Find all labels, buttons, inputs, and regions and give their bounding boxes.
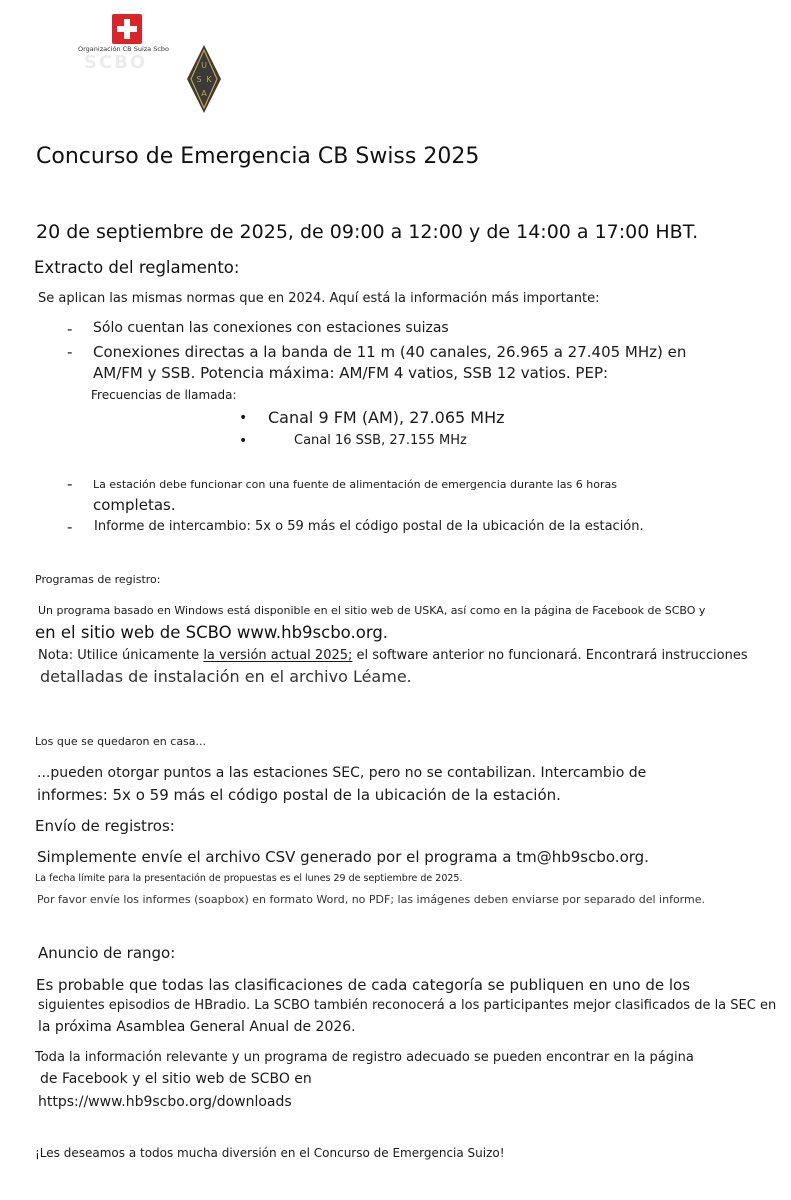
ranking-line2: siguientes episodios de HBradio. La SCBO también reconocerá a los participantes mejor clasificados de la SEC en	[38, 998, 777, 1013]
ranking-line3: la próxima Asamblea General Anual de 2026.	[38, 1019, 356, 1035]
submission-line1: Simplemente envíe el archivo CSV generado por el programa a tm@hb9scbo.org.	[37, 848, 649, 866]
programs-heading: Programas de registro:	[35, 573, 161, 586]
frequency-item-2: Canal 16 SSB, 27.155 MHz	[294, 433, 467, 448]
uska-letter: S	[196, 75, 202, 84]
note-suffix: el software anterior no funcionará. Encontrará instrucciones	[352, 648, 748, 663]
stay-home-heading: Los que se quedaron en casa...	[35, 735, 207, 748]
ranking-line1: Es probable que todas las clasificaciones de cada categoría se publiquen en uno de los	[36, 976, 691, 994]
list-dash: -	[67, 518, 73, 536]
uska-letter: K	[206, 75, 212, 84]
ranking-heading: Anuncio de rango:	[38, 944, 176, 962]
date-line: 20 de septiembre de 2025, de 09:00 a 12:00 y de 14:00 a 17:00 HBT.	[36, 221, 699, 243]
rule-item-2-line1: Conexiones directas a la banda de 11 m (40 canales, 26.965 a 27.405 MHz) en	[93, 343, 687, 361]
info-line1: Toda la información relevante y un programa de registro adecuado se pueden encontrar en la página	[35, 1050, 694, 1065]
submission-heading: Envío de registros:	[35, 817, 175, 835]
frequencies-heading: Frecuencias de llamada:	[91, 388, 237, 402]
rule-item-4: Informe de intercambio: 5x o 59 más el código postal de la ubicación de la estación.	[94, 519, 644, 534]
frequency-item-1: Canal 9 FM (AM), 27.065 MHz	[268, 408, 505, 427]
uska-diamond-logo-icon	[186, 44, 222, 114]
rule-item-3-line2: completas.	[93, 496, 176, 514]
swiss-cross-icon	[112, 14, 142, 44]
rule-item-1: Sólo cuentan las conexiones con estaciones suizas	[93, 320, 449, 336]
page-title: Concurso de Emergencia CB Swiss 2025	[36, 144, 480, 169]
uska-letter: A	[201, 89, 207, 98]
submission-deadline: La fecha límite para la presentación de propuestas es el lunes 29 de septiembre de 2025.	[35, 873, 463, 884]
closing-message: ¡Les deseamos a todos mucha diversión en el Concurso de Emergencia Suizo!	[35, 1146, 505, 1160]
rule-item-3-line1: La estación debe funcionar con una fuente de alimentación de emergencia durante las 6 horas	[93, 478, 617, 491]
logo-ghost-text-icon: SCBO	[84, 52, 148, 73]
rules-intro: Se aplican las mismas normas que en 2024. Aquí está la información más importante:	[38, 291, 600, 306]
programs-line2: en el sitio web de SCBO www.hb9scbo.org.	[35, 623, 389, 642]
org-name: Organización CB Suiza Scbo	[78, 45, 170, 53]
info-line2: de Facebook y el sitio web de SCBO en	[40, 1071, 312, 1087]
rule-item-2-line2: AM/FM y SSB. Potencia máxima: AM/FM 4 vatios, SSB 12 vatios. PEP:	[93, 364, 609, 382]
programs-note-line2: detalladas de instalación en el archivo Léame.	[40, 667, 412, 686]
programs-note	[38, 648, 748, 664]
stay-home-line1: ...pueden otorgar puntos a las estaciones SEC, pero no se contabilizan. Intercambio de	[37, 765, 647, 781]
bullet-icon: •	[239, 410, 248, 426]
list-dash: -	[67, 343, 73, 361]
current-version-highlight: la versión actual 2025;	[203, 648, 353, 663]
uska-letter: U	[201, 61, 207, 70]
downloads-link[interactable]: https://www.hb9scbo.org/downloads	[38, 1094, 292, 1110]
bullet-icon: •	[239, 433, 248, 449]
list-dash: -	[67, 320, 73, 338]
stay-home-line2: informes: 5x o 59 más el código postal de la ubicación de la estación.	[37, 786, 561, 804]
note-prefix: Nota: Utilice únicamente	[38, 648, 204, 663]
programs-line1: Un programa basado en Windows está disponible en el sitio web de USKA, así como en la página de Facebook de SCBO y	[38, 604, 706, 617]
submission-soapbox: Por favor envíe los informes (soapbox) en formato Word, no PDF; las imágenes deben enviarse por separado del informe.	[37, 893, 705, 906]
list-dash: -	[67, 475, 73, 493]
rules-heading: Extracto del reglamento:	[34, 258, 240, 277]
